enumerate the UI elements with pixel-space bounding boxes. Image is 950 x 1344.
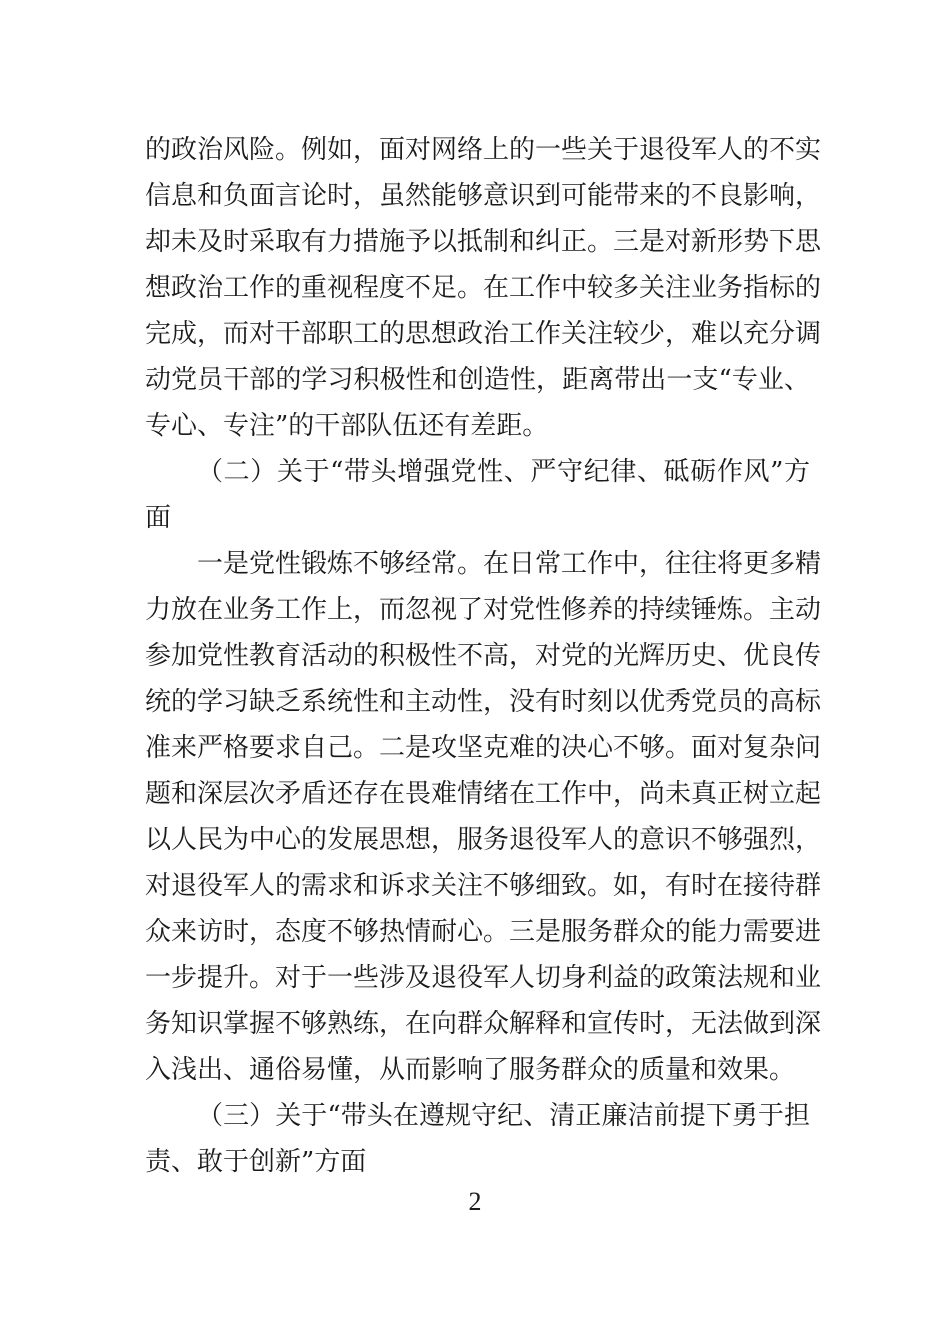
- paragraph-line: 题和深层次矛盾还存在畏难情绪在工作中，尚未真正树立起: [145, 779, 822, 809]
- paragraph-line: 完成，而对干部职工的思想政治工作关注较少，难以充分调: [145, 319, 822, 349]
- paragraph-line: 入浅出、通俗易懂，从而影响了服务群众的质量和效果。: [145, 1055, 796, 1085]
- page-number: 2: [468, 1187, 482, 1216]
- paragraph-line: 以人民为中心的发展思想，服务退役军人的意识不够强烈，: [145, 825, 822, 855]
- paragraph-line: 统的学习缺乏系统性和主动性，没有时刻以优秀党员的高标: [145, 687, 822, 717]
- paragraph-line: 的政治风险。例如，面对网络上的一些关于退役军人的不实: [145, 135, 822, 165]
- section-heading-3: （三）关于“带头在遵规守纪、清正廉洁前提下勇于担: [197, 1101, 810, 1131]
- paragraph-line: 准来严格要求自己。二是攻坚克难的决心不够。面对复杂问: [145, 733, 822, 763]
- paragraph-line: 却未及时采取有力措施予以抵制和纠正。三是对新形势下思: [145, 227, 822, 257]
- paragraph-line: 对退役军人的需求和诉求关注不够细致。如，有时在接待群: [145, 871, 822, 901]
- paragraph-line: 参加党性教育活动的积极性不高，对党的光辉历史、优良传: [145, 641, 822, 671]
- paragraph-line: 一步提升。对于一些涉及退役军人切身利益的政策法规和业: [145, 963, 822, 993]
- paragraph-line: 想政治工作的重视程度不足。在工作中较多关注业务指标的: [145, 273, 822, 303]
- paragraph-line: 众来访时，态度不够热情耐心。三是服务群众的能力需要进: [145, 917, 822, 947]
- paragraph-line: 专心、专注”的干部队伍还有差距。: [145, 411, 549, 441]
- paragraph-line: 力放在业务工作上，而忽视了对党性修养的持续锤炼。主动: [145, 595, 822, 625]
- section-heading-2-continued: 面: [145, 503, 172, 533]
- section-heading-3-continued: 责、敢于创新”方面: [145, 1147, 367, 1177]
- paragraph-line: 信息和负面言论时，虽然能够意识到可能带来的不良影响，: [145, 181, 822, 211]
- paragraph-line: 动党员干部的学习积极性和创造性，距离带出一支“专业、: [145, 365, 810, 395]
- paragraph-line: 一是党性锻炼不够经常。在日常工作中，往往将更多精: [197, 549, 822, 579]
- section-heading-2: （二）关于“带头增强党性、严守纪律、砥砺作风”方: [197, 457, 810, 487]
- paragraph-line: 务知识掌握不够熟练，在向群众解释和宣传时，无法做到深: [145, 1009, 822, 1039]
